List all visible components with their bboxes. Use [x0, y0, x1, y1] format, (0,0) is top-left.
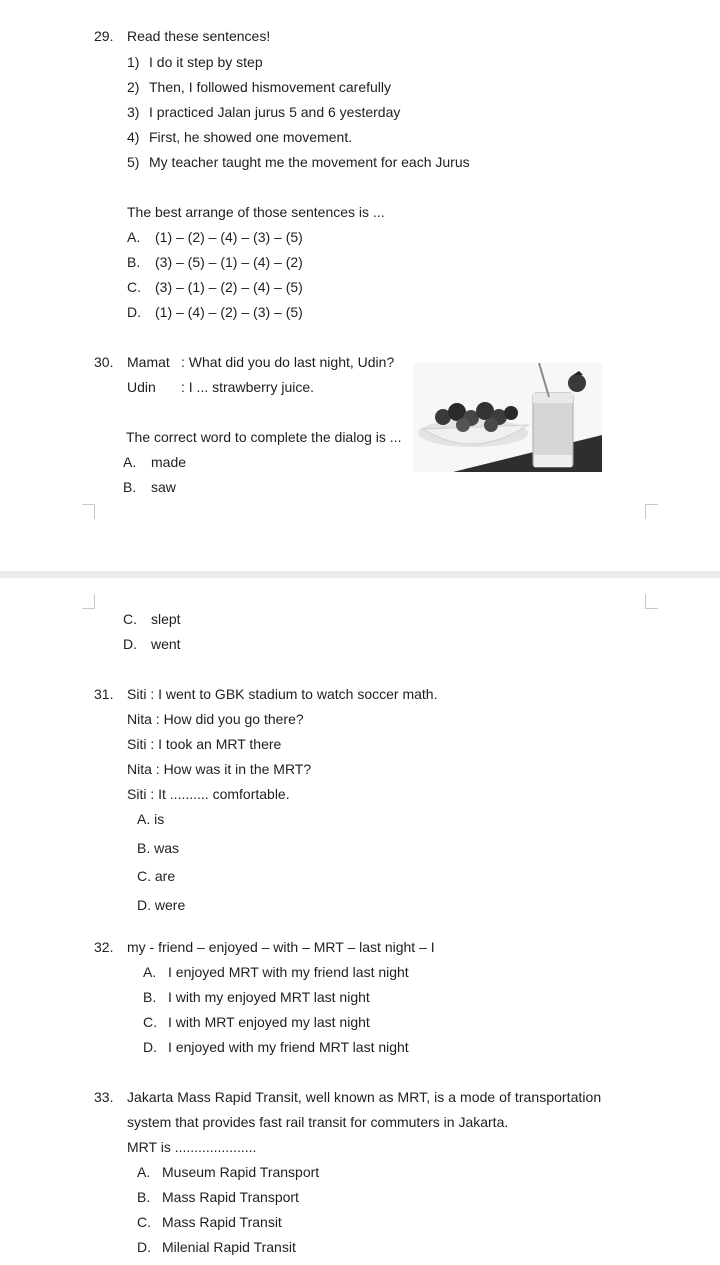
- q29-sentence-text: My teacher taught me the movement for each Jurus: [149, 154, 470, 170]
- q29-option-b[interactable]: (3) – (5) – (1) – (4) – (2): [155, 254, 303, 270]
- q32-option-letter: D.: [143, 1039, 157, 1055]
- q30-line2-text: : I ... strawberry juice.: [181, 379, 315, 395]
- q31-dialog-line: Siti : I went to GBK stadium to watch soccer math.: [127, 686, 438, 702]
- q31-dialog-line: Nita : How was it in the MRT?: [127, 761, 312, 777]
- q33-number: 33.: [94, 1089, 114, 1105]
- q29-question: The best arrange of those sentences is ...: [127, 204, 385, 220]
- q29-prompt: Read these sentences!: [127, 28, 271, 44]
- q33-passage-line: system that provides fast rail transit for commuters in Jakarta.: [127, 1114, 509, 1130]
- q31-option-c[interactable]: C. are: [137, 868, 176, 884]
- q30-number: 30.: [94, 354, 114, 370]
- q29-option-c[interactable]: (3) – (1) – (2) – (4) – (5): [155, 279, 303, 295]
- q29-option-a[interactable]: (1) – (2) – (4) – (3) – (5): [155, 229, 303, 245]
- q33-option-a[interactable]: Museum Rapid Transport: [162, 1164, 320, 1180]
- q30-option-c[interactable]: slept: [151, 611, 181, 627]
- crop-mark: [82, 504, 95, 519]
- q32-option-letter: A.: [143, 964, 157, 980]
- q29-sentence-text: I do it step by step: [149, 54, 263, 70]
- q29-sentence-num: 3): [127, 104, 140, 120]
- q31-option-d[interactable]: D. were: [137, 897, 186, 913]
- q31-dialog-line: Siti : It .......... comfortable.: [127, 786, 290, 802]
- crop-mark: [82, 594, 95, 609]
- q31-number: 31.: [94, 686, 114, 702]
- q29-option-letter: D.: [127, 304, 141, 320]
- q33-question: MRT is .....................: [127, 1139, 257, 1155]
- q32-option-a[interactable]: I enjoyed MRT with my friend last night: [168, 964, 409, 980]
- q33-option-b[interactable]: Mass Rapid Transport: [162, 1189, 299, 1205]
- q31-dialog-line: Siti : I took an MRT there: [127, 736, 282, 752]
- q30-speaker-udin: Udin: [127, 379, 156, 395]
- q29-sentence-text: Then, I followed hismovement carefully: [149, 79, 391, 95]
- q30-option-letter: D.: [123, 636, 137, 652]
- q29-sentence-num: 1): [127, 54, 140, 70]
- q29-option-letter: B.: [127, 254, 141, 270]
- q32-prompt: my - friend – enjoyed – with – MRT – last night – I: [127, 939, 435, 955]
- q30-line1-text: : What did you do last night, Udin?: [181, 354, 395, 370]
- q32-option-c[interactable]: I with MRT enjoyed my last night: [168, 1014, 370, 1030]
- q33-option-letter: B.: [137, 1189, 151, 1205]
- q29-sentence-text: I practiced Jalan jurus 5 and 6 yesterday: [149, 104, 401, 120]
- q32-number: 32.: [94, 939, 114, 955]
- q30-option-letter: A.: [123, 454, 137, 470]
- q29-sentence-num: 5): [127, 154, 140, 170]
- q29-option-letter: A.: [127, 229, 141, 245]
- q33-option-letter: A.: [137, 1164, 151, 1180]
- q33-option-d[interactable]: Milenial Rapid Transit: [162, 1239, 296, 1255]
- q31-option-a[interactable]: A. is: [137, 811, 165, 827]
- crop-mark: [645, 594, 658, 609]
- q32-option-letter: C.: [143, 1014, 157, 1030]
- q30-option-letter: C.: [123, 611, 137, 627]
- q30-option-a[interactable]: made: [151, 454, 187, 470]
- page-break: [0, 571, 720, 578]
- strawberry-juice-image: [413, 363, 602, 472]
- crop-mark: [645, 504, 658, 519]
- q30-option-d[interactable]: went: [151, 636, 181, 652]
- q29-option-letter: C.: [127, 279, 141, 295]
- q31-dialog-line: Nita : How did you go there?: [127, 711, 304, 727]
- q31-option-b[interactable]: B. was: [137, 840, 180, 856]
- q32-option-b[interactable]: I with my enjoyed MRT last night: [168, 989, 370, 1005]
- q29-sentence-text: First, he showed one movement.: [149, 129, 353, 145]
- q29-sentence-num: 4): [127, 129, 140, 145]
- q33-option-letter: D.: [137, 1239, 151, 1255]
- q32-option-d[interactable]: I enjoyed with my friend MRT last night: [168, 1039, 409, 1055]
- q33-passage-line: Jakarta Mass Rapid Transit, well known as MRT, is a mode of transportation: [127, 1089, 602, 1105]
- q32-option-letter: B.: [143, 989, 157, 1005]
- q29-sentence-num: 2): [127, 79, 140, 95]
- q30-speaker-mamat: Mamat: [127, 354, 170, 370]
- q29-option-d[interactable]: (1) – (4) – (2) – (3) – (5): [155, 304, 303, 320]
- q30-option-b[interactable]: saw: [151, 479, 176, 495]
- q33-option-letter: C.: [137, 1214, 151, 1230]
- q30-question: The correct word to complete the dialog is ...: [126, 429, 402, 445]
- q30-option-letter: B.: [123, 479, 137, 495]
- q29-number: 29.: [94, 28, 114, 44]
- q33-option-c[interactable]: Mass Rapid Transit: [162, 1214, 282, 1230]
